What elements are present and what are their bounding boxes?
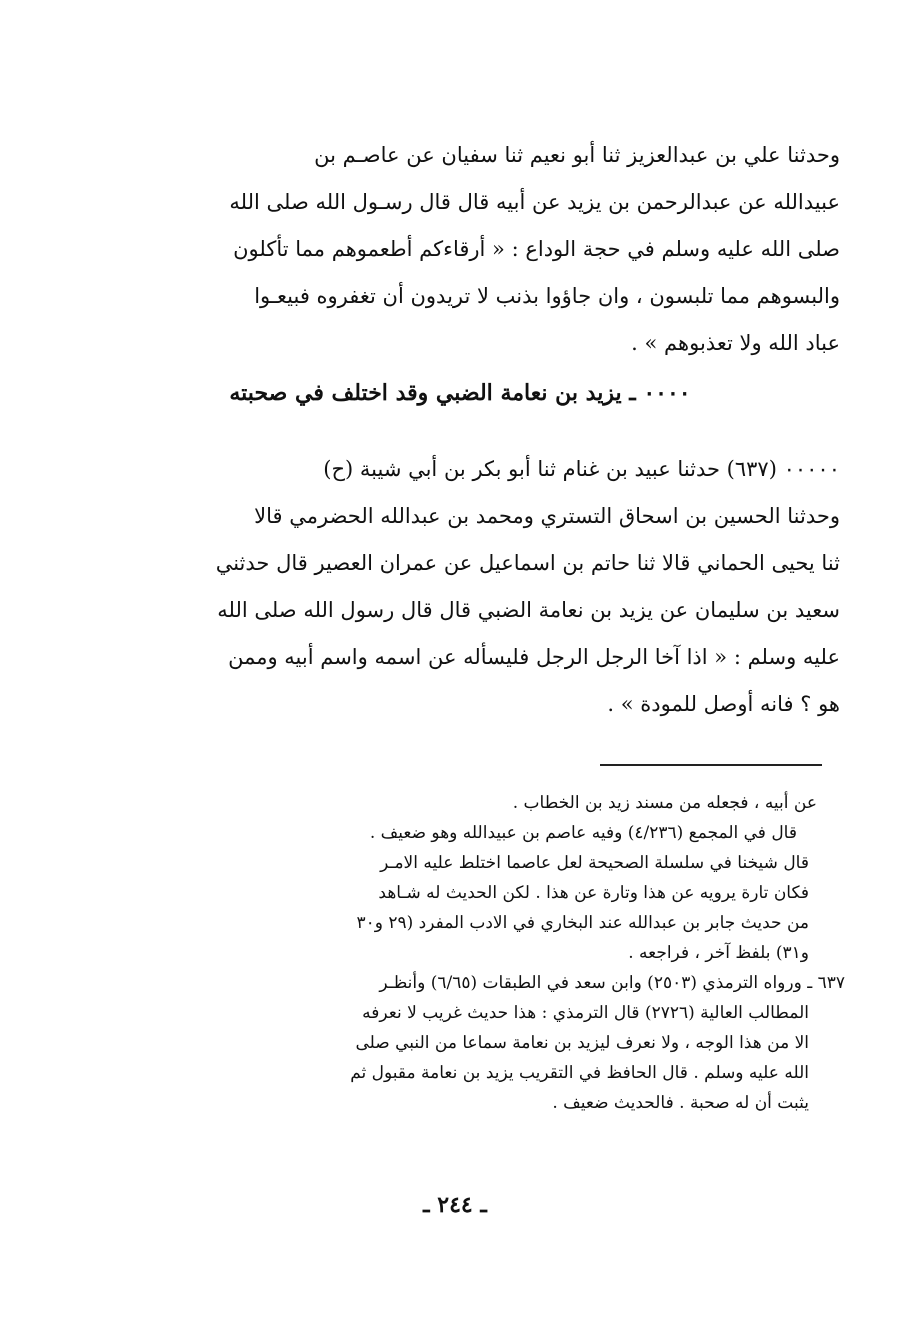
hadith-block-1 <box>110 132 840 367</box>
page-number: ـ ٢٤٤ ـ <box>423 1192 487 1218</box>
footnote-line: المطالب العالية (٢٧٢٦) قال الترمذي : هذا حديث غريب لا نعرفه <box>362 1003 809 1023</box>
text-line: ٠٠٠٠٠ (٦٣٧) حدثنا عبيد بن غنام ثنا أبو بكر بن أبي شيبة (ح) <box>323 457 840 481</box>
footnote-line: و٣١) بلفظ آخر ، فراجعه . <box>628 943 809 963</box>
footnote-line: فكان تارة يرويه عن هذا وتارة عن هذا . لكن الحديث له شـاهد <box>378 883 809 903</box>
text-line: عباد الله ولا تعذبوهم » . <box>631 331 840 355</box>
footnote-line: قال في المجمع (٤/٢٣٦) وفيه عاصم بن عبيدالله وهو ضعيف . <box>369 823 797 843</box>
text-line: وحدثنا علي بن عبدالعزيز ثنا أبو نعيم ثنا سفيان عن عاصـم بن <box>314 143 840 167</box>
section-heading: ٠٠٠٠ ـ يزيد بن نعامة الضبي وقد اختلف في صحبته <box>229 380 691 406</box>
footnote-line: عن أبيه ، فجعله من مسند زيد بن الخطاب . <box>512 793 817 813</box>
text-line: ثنا يحيى الحماني قالا ثنا حاتم بن اسماعيل عن عمران العصير قال حدثني <box>215 551 840 575</box>
text-line: عليه وسلم : « اذا آخا الرجل الرجل فليسأله عن اسمه واسم أبيه وممن <box>228 645 840 669</box>
footnote-line: الا من هذا الوجه ، ولا نعرف ليزيد بن نعامة سماعا من النبي صلى <box>355 1033 809 1053</box>
text-line: وحدثنا الحسين بن اسحاق التستري ومحمد بن عبدالله الحضرمي قالا <box>254 504 840 528</box>
text-line: صلى الله عليه وسلم في حجة الوداع : « أرقاءكم أطعموهم مما تأكلون <box>233 237 840 261</box>
footnote-line: ٦٣٧ ـ ورواه الترمذي (٢٥٠٣) وابن سعد في الطبقات (٦/٦٥) وأنظـر <box>379 973 845 993</box>
footnote-divider <box>600 764 822 766</box>
text-line: هو ؟ فانه أوصل للمودة » . <box>607 692 840 716</box>
text-line: والبسوهم مما تلبسون ، وان جاؤوا بذنب لا تريدون أن تغفروه فبيعـوا <box>254 284 840 308</box>
text-line: عبيدالله عن عبدالرحمن بن يزيد عن أبيه قال قال رسـول الله صلى الله <box>229 190 840 214</box>
footnote-line: يثبت أن له صحبة . فالحديث ضعيف . <box>552 1093 809 1113</box>
text-line: سعيد بن سليمان عن يزيد بن نعامة الضبي قال قال رسول الله صلى الله <box>217 598 840 622</box>
footnote-line: قال شيخنا في سلسلة الصحيحة لعل عاصما اختلط عليه الامـر <box>380 853 809 873</box>
footnote-line: الله عليه وسلم . قال الحافظ في التقريب يزيد بن نعامة مقبول ثم <box>350 1063 809 1083</box>
hadith-block-2 <box>110 446 840 728</box>
footnotes <box>110 788 845 1118</box>
footnote-line: من حديث جابر بن عبدالله عند البخاري في الادب المفرد (٢٩ و٣٠ <box>356 913 809 933</box>
